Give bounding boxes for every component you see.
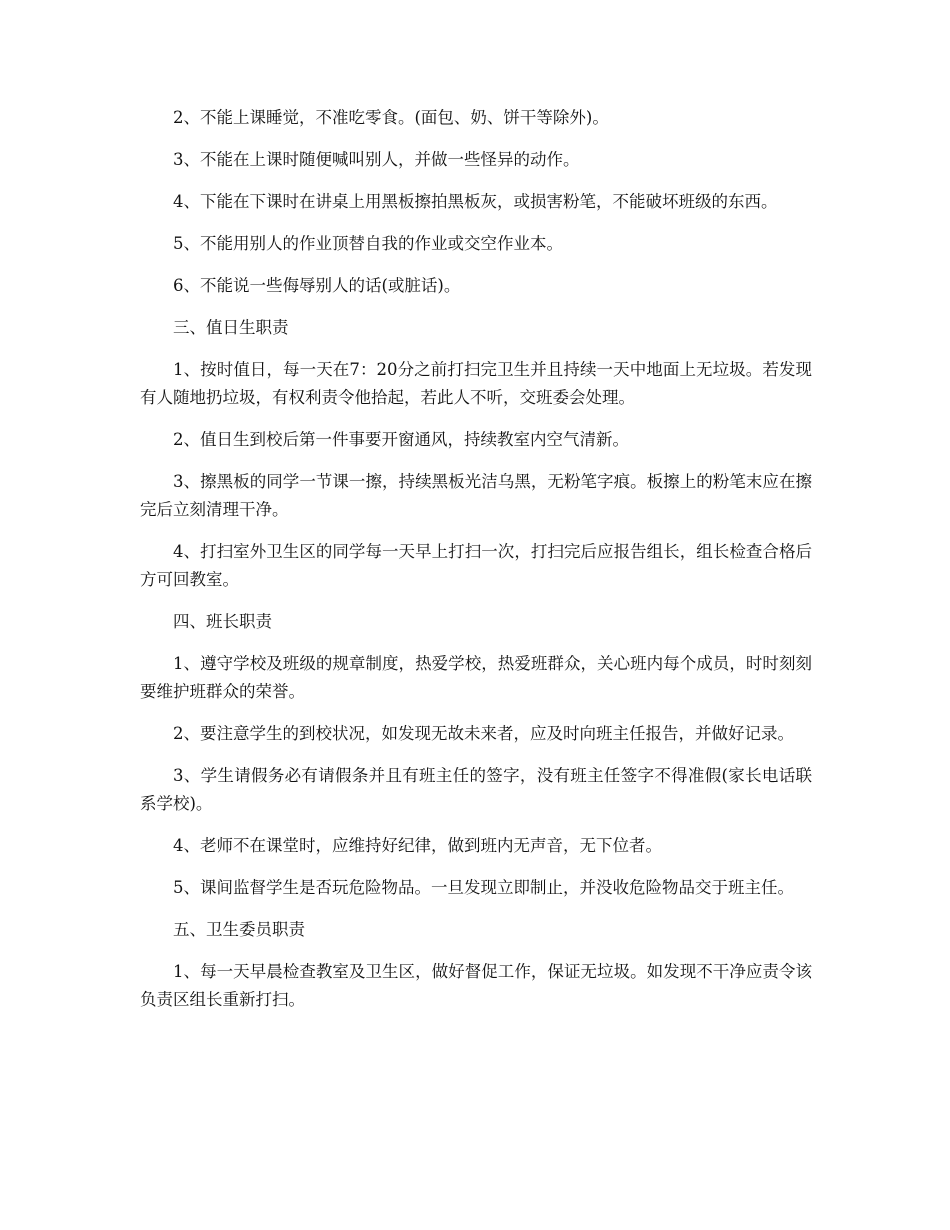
- paragraph-monitor-3: 3、学生请假务必有请假条并且有班主任的签字，没有班主任签字不得准假(家长电话联系学校)。: [140, 766, 812, 813]
- paragraph-monitor-1: 1、遵守学校及班级的规章制度，热爱学校，热爱班群众，关心班内每个成员，时时刻刻要维护班群众的荣誉。: [140, 654, 812, 701]
- document-body: [140, 104, 812, 1028]
- paragraph-rule-3: 3、不能在上课时随便喊叫别人，并做一些怪异的动作。: [173, 150, 580, 169]
- section-heading-duty-student: 三、值日生职责: [173, 318, 289, 337]
- paragraph-rule-4: 4、下能在下课时在讲桌上用黑板擦拍黑板灰，或损害粉笔，不能破坏班级的东西。: [173, 192, 778, 211]
- paragraph-rule-2: 2、不能上课睡觉，不准吃零食。(面包、奶、饼干等除外)。: [173, 108, 609, 127]
- paragraph-rule-6: 6、不能说一些侮辱别人的话(或脏话)。: [173, 276, 461, 295]
- paragraph-duty-4: 4、打扫室外卫生区的同学每一天早上打扫一次，打扫完后应报告组长，组长检查合格后方可回教室。: [140, 542, 812, 589]
- section-heading-hygiene: 五、卫生委员职责: [173, 920, 305, 939]
- paragraph-hygiene-1: 1、每一天早晨检查教室及卫生区，做好督促工作，保证无垃圾。如发现不干净应责令该负责区组长重新打扫。: [140, 962, 812, 1009]
- paragraph-monitor-4: 4、老师不在课堂时，应维持好纪律，做到班内无声音，无下位者。: [173, 836, 662, 855]
- paragraph-duty-1: 1、按时值日，每一天在7：20分之前打扫完卫生并且持续一天中地面上无垃圾。若发现有人随地扔垃圾，有权利责令他拾起，若此人不听，交班委会处理。: [140, 360, 812, 407]
- paragraph-duty-2: 2、值日生到校后第一件事要开窗通风，持续教室内空气清新。: [173, 430, 629, 449]
- section-heading-monitor: 四、班长职责: [173, 612, 272, 631]
- paragraph-monitor-2: 2、要注意学生的到校状况，如发现无故未来者，应及时向班主任报告，并做好记录。: [173, 724, 794, 743]
- paragraph-duty-3: 3、擦黑板的同学一节课一擦，持续黑板光洁乌黑，无粉笔字痕。板擦上的粉笔末应在擦完后立刻清理干净。: [140, 472, 812, 519]
- paragraph-rule-5: 5、不能用别人的作业顶替自我的作业或交空作业本。: [173, 234, 563, 253]
- paragraph-monitor-5: 5、课间监督学生是否玩危险物品。一旦发现立即制止，并没收危险物品交于班主任。: [173, 878, 794, 897]
